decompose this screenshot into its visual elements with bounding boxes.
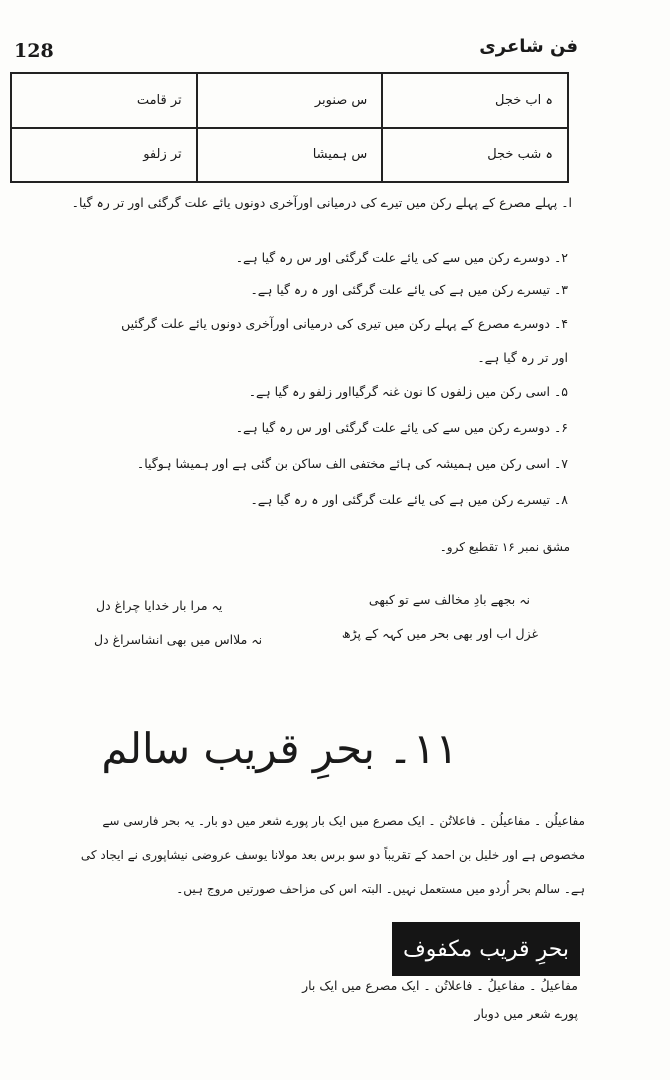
table-cell: تر زلفو [11, 128, 197, 183]
scansion-table [10, 72, 569, 183]
verse-left: یہ مرا بار خدایا چراغ دل [96, 598, 223, 613]
section-heading: ۱۱۔ بحرِ قریب سالم [101, 724, 458, 773]
exercise-note: مشق نمبر ۱۶ تقطیع کرو۔ [439, 540, 570, 554]
subsection-heading: بحرِ قریب مکفوف [392, 922, 580, 976]
note-line: ۵۔ اسی رکن میں زلفوں کا نون غنہ گرگیااور زلفو رہ گیا ہے۔ [248, 384, 568, 399]
running-title: فن شاعری [479, 36, 578, 57]
note-line: ۲۔ دوسرے رکن میں سے کی یائے علت گرگئی اور س رہ گیا ہے۔ [235, 250, 568, 265]
note-line: اور تر رہ گیا ہے۔ [477, 350, 568, 365]
table-cell: ہ شب خجل [382, 128, 568, 183]
verse-right: نہ بجھے بادِ مخالف سے تو کبھی [368, 592, 530, 607]
verse-left: نہ ملااس میں بھی انشاسراغ دل [94, 632, 263, 647]
table-row [11, 73, 568, 128]
table-cell: س صنوبر [197, 73, 383, 128]
note-line: ا۔ پہلے مصرع کے پہلے رکن میں تیرے کی درمیانی اورآخری دونوں یائے علت گرگئی اور تر رہ گیا۔ [71, 195, 572, 210]
note-line: ۶۔ دوسرے رکن میں سے کی یائے علت گرگئی اور س رہ گیا ہے۔ [235, 420, 568, 435]
table-cell: ہ اب خجل [382, 73, 568, 128]
section-paragraph: مفاعیلُن ۔ مفاعیلُن ۔ فاعلاتُن ۔ ایک مصرع میں ایک بار پورے شعر میں دو بار۔ یہ بحر فارسی سے مخصوص ہے اور خلیل بن احمد کے تقریباً دو سو برس بعد مولانا یوسف عروضی نیشاپوری نے ایجاد کی ہے۔ سالم بحر اُردو میں مستعمل نہیں۔ البتہ اس کی مزاحف صورتیں مروج ہیں۔ [80, 814, 585, 896]
subsection-line: پورے شعر میں دوبار [474, 1006, 578, 1021]
page-number: 128 [14, 40, 54, 62]
verse-right: غزل اب اور بھی بحر میں کہہ کے پڑھ [341, 626, 538, 641]
table-cell: س ہمیشا [197, 128, 383, 183]
table-row [11, 128, 568, 183]
subsection-line: مفاعیلُ ۔ مفاعیلُ ۔ فاعلاتُن ۔ ایک مصرع میں ایک بار [302, 978, 578, 993]
table-cell: تر قامت [11, 73, 197, 128]
note-line: ۴۔ دوسرے مصرع کے پہلے رکن میں تیری کی درمیانی اورآخری دونوں یائے علت گرگئیں [121, 316, 568, 331]
note-line: ۷۔ اسی رکن میں ہمیشہ کی ہائے مختفی الف ساکن بن گئی ہے اور ہمیشا ہوگیا۔ [136, 456, 568, 471]
note-line: ۸۔ تیسرے رکن میں ہے کی یائے علت گرگئی اور ہ رہ گیا ہے۔ [250, 492, 568, 507]
note-line: ۳۔ تیسرے رکن میں ہے کی یائے علت گرگئی اور ہ رہ گیا ہے۔ [250, 282, 568, 297]
